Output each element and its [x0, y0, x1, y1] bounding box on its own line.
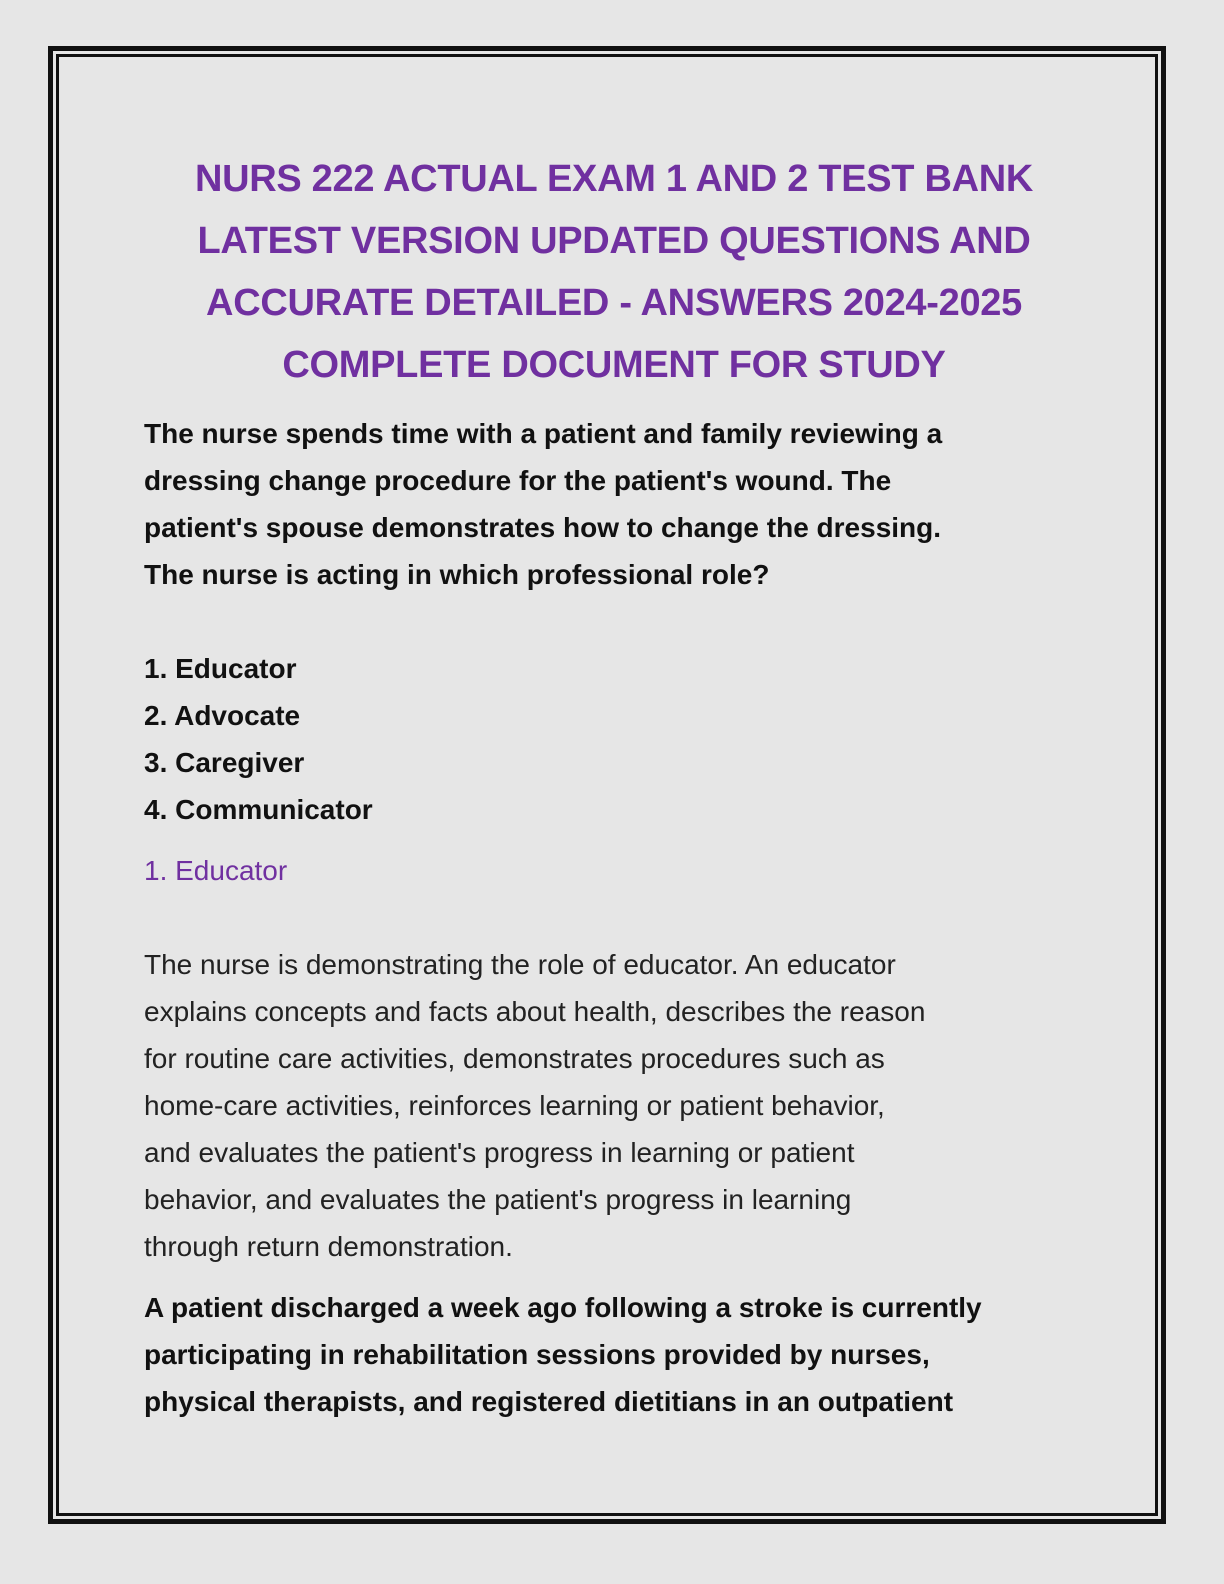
question-line: The nurse spends time with a patient and family reviewing a: [144, 418, 943, 449]
question-2-text: [144, 1284, 1084, 1425]
option-item: 3. Caregiver: [144, 747, 305, 778]
explanation-line: explains concepts and facts about health, describes the reason: [144, 996, 926, 1027]
option-item: 1. Educator: [144, 653, 297, 684]
option-item: 4. Communicator: [144, 794, 373, 825]
question-line: patient's spouse demonstrates how to change the dressing.: [144, 512, 942, 543]
question-line: A patient discharged a week ago following a stroke is currently: [144, 1292, 982, 1323]
option-item: 2. Advocate: [144, 700, 301, 731]
title-line: LATEST VERSION UPDATED QUESTIONS AND: [197, 220, 1031, 262]
document-title: [144, 148, 1084, 396]
explanation-line: through return demonstration.: [144, 1231, 513, 1262]
question-line: dressing change procedure for the patient's wound. The: [144, 465, 892, 496]
explanation-line: and evaluates the patient's progress in learning or patient: [144, 1137, 855, 1168]
title-line: ACCURATE DETAILED - ANSWERS 2024-2025: [206, 282, 1022, 324]
explanation-line: for routine care activities, demonstrates procedures such as: [144, 1043, 885, 1074]
document-body: [144, 148, 1084, 1425]
title-line: COMPLETE DOCUMENT FOR STUDY: [282, 344, 946, 386]
question-1-text: [144, 410, 1084, 598]
explanation-line: behavior, and evaluates the patient's progress in learning: [144, 1184, 852, 1215]
question-line: participating in rehabilitation sessions provided by nurses,: [144, 1339, 930, 1370]
title-line: NURS 222 ACTUAL EXAM 1 AND 2 TEST BANK: [194, 158, 1034, 200]
explanation-line: home-care activities, reinforces learning or patient behavior,: [144, 1090, 885, 1121]
question-1-explanation: [144, 941, 1084, 1270]
question-line: The nurse is acting in which professional role?: [144, 559, 770, 590]
explanation-line: The nurse is demonstrating the role of educator. An educator: [144, 949, 896, 980]
question-line: physical therapists, and registered dietitians in an outpatient: [144, 1386, 954, 1417]
question-1-options: [144, 645, 1084, 833]
question-1-answer: 1. Educator: [144, 855, 288, 886]
